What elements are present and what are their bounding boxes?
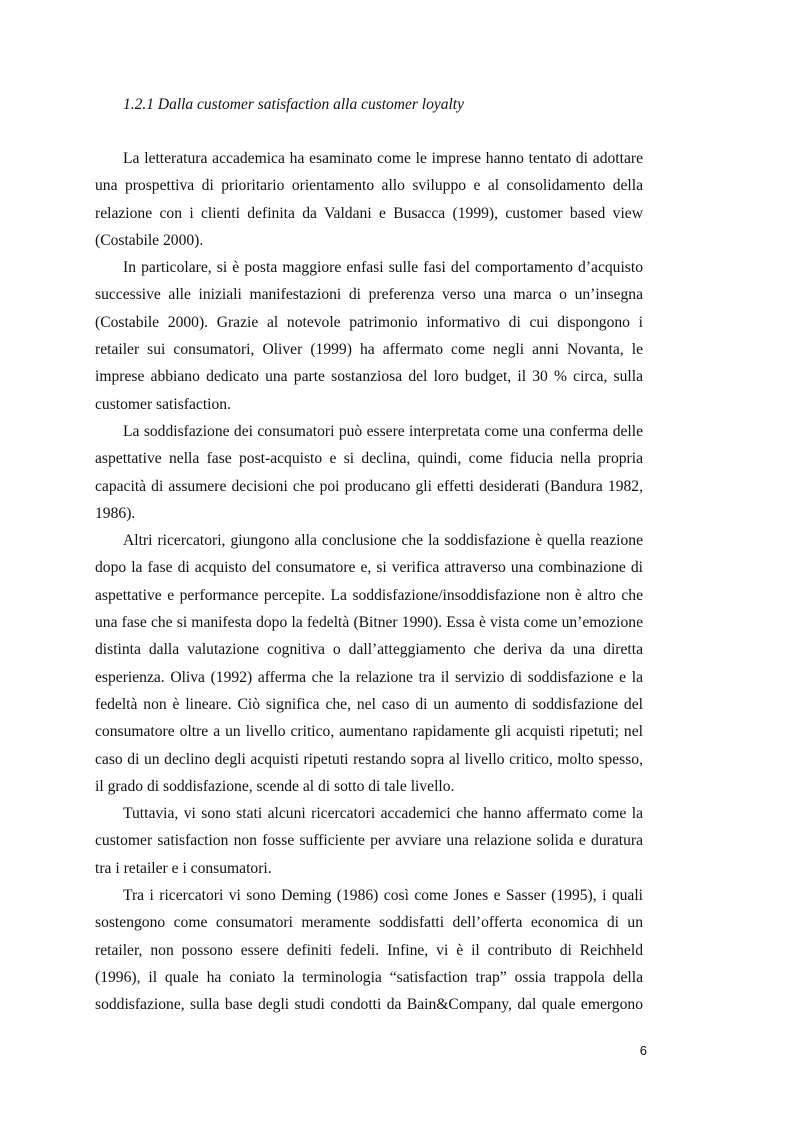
text-line: soddisfazione, sulla base degli studi condotti da Bain&Company, dal quale emergono [95, 996, 643, 1014]
text-line: distinta dalla valutazione cognitiva o dall’atteggiamento che deriva da una diretta [95, 641, 643, 659]
paragraph [95, 254, 643, 418]
text-line: relazione con i clienti definita da Valdani e Busacca (1999), customer based view [95, 204, 643, 222]
text-line: capacità di assumere decisioni che poi producano gli effetti desiderati (Bandura 1982, [95, 477, 643, 495]
text-line: dopo la fase di acquisto del consumatore e, si verifica attraverso una combinazione di [95, 559, 643, 577]
text-line: customer satisfaction non fosse sufficiente per avviare una relazione solida e duratura [95, 832, 643, 850]
text-line: Tuttavia, vi sono stati alcuni ricercatori accademici che hanno affermato come la [123, 805, 643, 823]
text-line: (Costabile 2000). [95, 231, 204, 249]
text-line: retailer sui consumatori, Oliver (1999) ha affermato come negli anni Novanta, le [95, 341, 643, 359]
text-line: retailer, non possono essere definiti fedeli. Infine, vi è il contributo di Reichheld [95, 941, 643, 959]
text-line: fedeltà non è lineare. Ciò significa che, nel caso di un aumento di soddisfazione del [95, 695, 643, 713]
text-line: In particolare, si è posta maggiore enfasi sulle fasi del comportamento d’acquisto [123, 259, 643, 277]
paragraph [95, 527, 643, 800]
text-line: Tra i ricercatori vi sono Deming (1986) così come Jones e Sasser (1995), i quali [123, 887, 643, 905]
text-line: tra i retailer e i consumatori. [95, 859, 272, 877]
text-line: 1986). [95, 504, 136, 522]
paragraph [95, 418, 643, 527]
page-number: 6 [639, 1043, 647, 1058]
text-line: Altri ricercatori, giungono alla conclusione che la soddisfazione è quella reazione [123, 532, 643, 550]
text-line: caso di un declino degli acquisti ripetuti restando sopra al livello critico, molto spesso, [95, 750, 643, 768]
paragraph [95, 800, 643, 882]
text-line: successive alle iniziali manifestazioni di preferenza verso una marca o un’insegna [95, 286, 643, 304]
text-line: aspettative e performance percepite. La soddisfazione/insoddisfazione non è altro che [95, 586, 643, 604]
text-line: La letteratura accademica ha esaminato come le imprese hanno tentato di adottare [123, 150, 643, 167]
text-line: esperienza. Oliva (1992) afferma che la relazione tra il servizio di soddisfazione e la [95, 668, 643, 686]
section-heading: 1.2.1 Dalla customer satisfaction alla customer loyalty [123, 96, 464, 113]
body-text [95, 145, 643, 1019]
text-line: (Costabile 2000). Grazie al notevole patrimonio informativo di cui dispongono i [95, 313, 643, 331]
text-line: imprese abbiano dedicato una parte sostanziosa del loro budget, il 30 % circa, sulla [95, 368, 643, 386]
text-line: customer satisfaction. [95, 395, 231, 413]
text-line: il grado di soddisfazione, scende al di sotto di tale livello. [95, 777, 455, 795]
text-line: una fase che si manifesta dopo la fedeltà (Bitner 1990). Essa è vista come un’emozione [95, 614, 643, 632]
text-line: sostengono come consumatori meramente soddisfatti dell’offerta economica di un [95, 914, 643, 932]
text-line: una prospettiva di prioritario orientamento allo sviluppo e al consolidamento della [95, 177, 643, 195]
paragraph [95, 882, 643, 1018]
text-line: La soddisfazione dei consumatori può essere interpretata come una conferma delle [123, 422, 643, 440]
text-line: (1996), il quale ha coniato la terminologia “satisfaction trap” ossia trappola della [95, 968, 643, 986]
text-line: consumatore oltre a un livello critico, aumentano rapidamente gli acquisti ripetuti; nel [95, 723, 643, 741]
paragraph [95, 145, 643, 254]
text-line: aspettative nella fase post-acquisto e si declina, quindi, come fiducia nella propria [95, 450, 643, 468]
